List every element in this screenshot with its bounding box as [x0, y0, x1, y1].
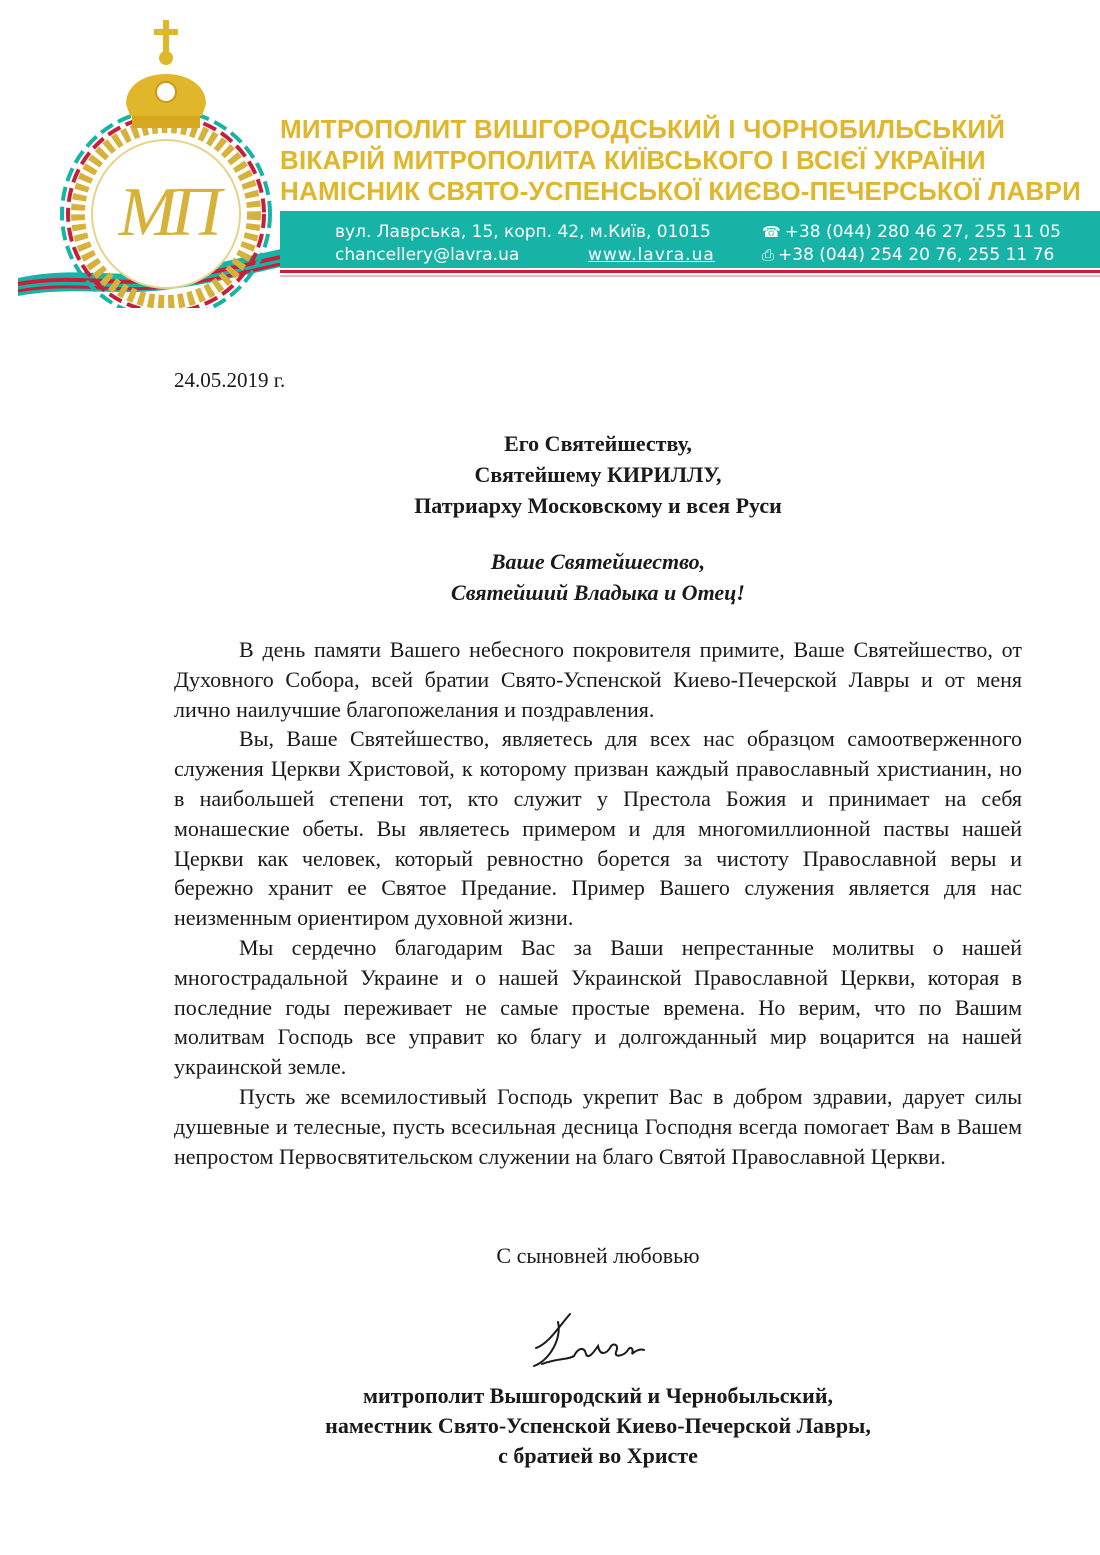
closing-phrase: С сыновней любовью [496, 1243, 700, 1268]
band-divider [280, 275, 1100, 277]
letterhead [0, 0, 1100, 310]
emblem-logo [14, 16, 314, 308]
recipient-block [174, 428, 1022, 521]
fax-line [762, 244, 1054, 266]
body-paragraph: Пусть же всемилостивый Господь укрепит Вас в добром здравии, дарует силы душевные и телесные, пусть всесильная десница Господня всегда помогает Вам в Вашем непростом Первосвятительском служении на благо Святой Православной Церкви. [174, 1083, 1022, 1169]
letterhead-title-line: ВІКАРІЙ МИТРОПОЛИТА КИЇВСЬКОГО І ВСІЄЇ УКРАЇНИ [280, 145, 986, 175]
letterhead-titles [280, 114, 1081, 207]
salutation-line: Ваше Святейшество, [490, 549, 706, 574]
recipient-line: Его Святейшеству, [504, 431, 692, 456]
fax-icon: ⎙ [762, 246, 775, 264]
phone-line [762, 221, 1061, 243]
salutation-block [174, 546, 1022, 608]
letter-date: 24.05.2019 г. [174, 368, 286, 392]
band-divider [280, 270, 1100, 273]
signature-block [174, 1381, 1022, 1471]
body-paragraph: В день памяти Вашего небесного покровителя примите, Ваше Святейшество, от Духовного Собора, всей братии Свято-Успенской Киево-Печерской Лавры и от меня лично наилучшие благопожелания и поздравления. [174, 637, 1022, 722]
address-text: вул. Лаврська, 15, корп. 42, м.Київ, 01015 [335, 222, 711, 242]
website-link[interactable]: www.lavra.ua [588, 245, 715, 265]
recipient-line: Патриарху Московскому и всея Руси [414, 493, 782, 518]
fax-number: +38 (044) 254 20 76, 255 11 76 [778, 245, 1055, 265]
monogram-logo-text: МП [118, 174, 216, 251]
letterhead-title-line: МИТРОПОЛИТ ВИШГОРОДСЬКИЙ І ЧОРНОБИЛЬСЬКИЙ [280, 114, 1006, 144]
phone-icon: ☎ [762, 223, 781, 241]
body-paragraph: Мы сердечно благодарим Вас за Ваши непрестанные молитвы о нашей многострадальной Украине и о нашей Украинской Православной Церкви, которая в последние годы переживает не самые простые времена. Но верим, что по Вашим молитвам Господь все управит ко благу и долгожданный мир воцарится на нашей украинской земле. [174, 934, 1022, 1080]
handwritten-signature [528, 1308, 648, 1372]
letterhead-title-line: НАМІСНИК СВЯТО-УСПЕНСЬКОЇ КИЄВО-ПЕЧЕРСЬКОЇ ЛАВРИ [280, 176, 1081, 206]
salutation-line: Святейший Владыка и Отец! [451, 580, 745, 605]
sign-line: наместник Свято-Успенской Киево-Печерской Лавры, [325, 1413, 871, 1438]
phone-number: +38 (044) 280 46 27, 255 11 05 [784, 222, 1061, 242]
sign-line: митрополит Вышгородский и Чернобыльский, [362, 1383, 833, 1408]
body-paragraph: Вы, Ваше Святейшество, являетесь для всех нас образцом самоотверженного служения Церкви Христовой, к которому призван каждый православный христианин, но в наибольшей степени тот, кто служит у Престола Божия и принимает на себя монашеские обеты. Вы являетесь примером и для многомиллионной паствы нашей Церкви как человек, который ревностно борется за чистоту Православной веры и бережно хранит ее Святое Предание. Пример Вашего служения является для нас неизменным ориентиром духовной жизни. [174, 726, 1022, 931]
letter-body [174, 635, 1022, 1171]
sign-line: с братией во Христе [498, 1443, 698, 1468]
email-link[interactable]: chancellery@lavra.ua [335, 245, 520, 265]
recipient-line: Святейшему КИРИЛЛУ, [474, 462, 722, 487]
